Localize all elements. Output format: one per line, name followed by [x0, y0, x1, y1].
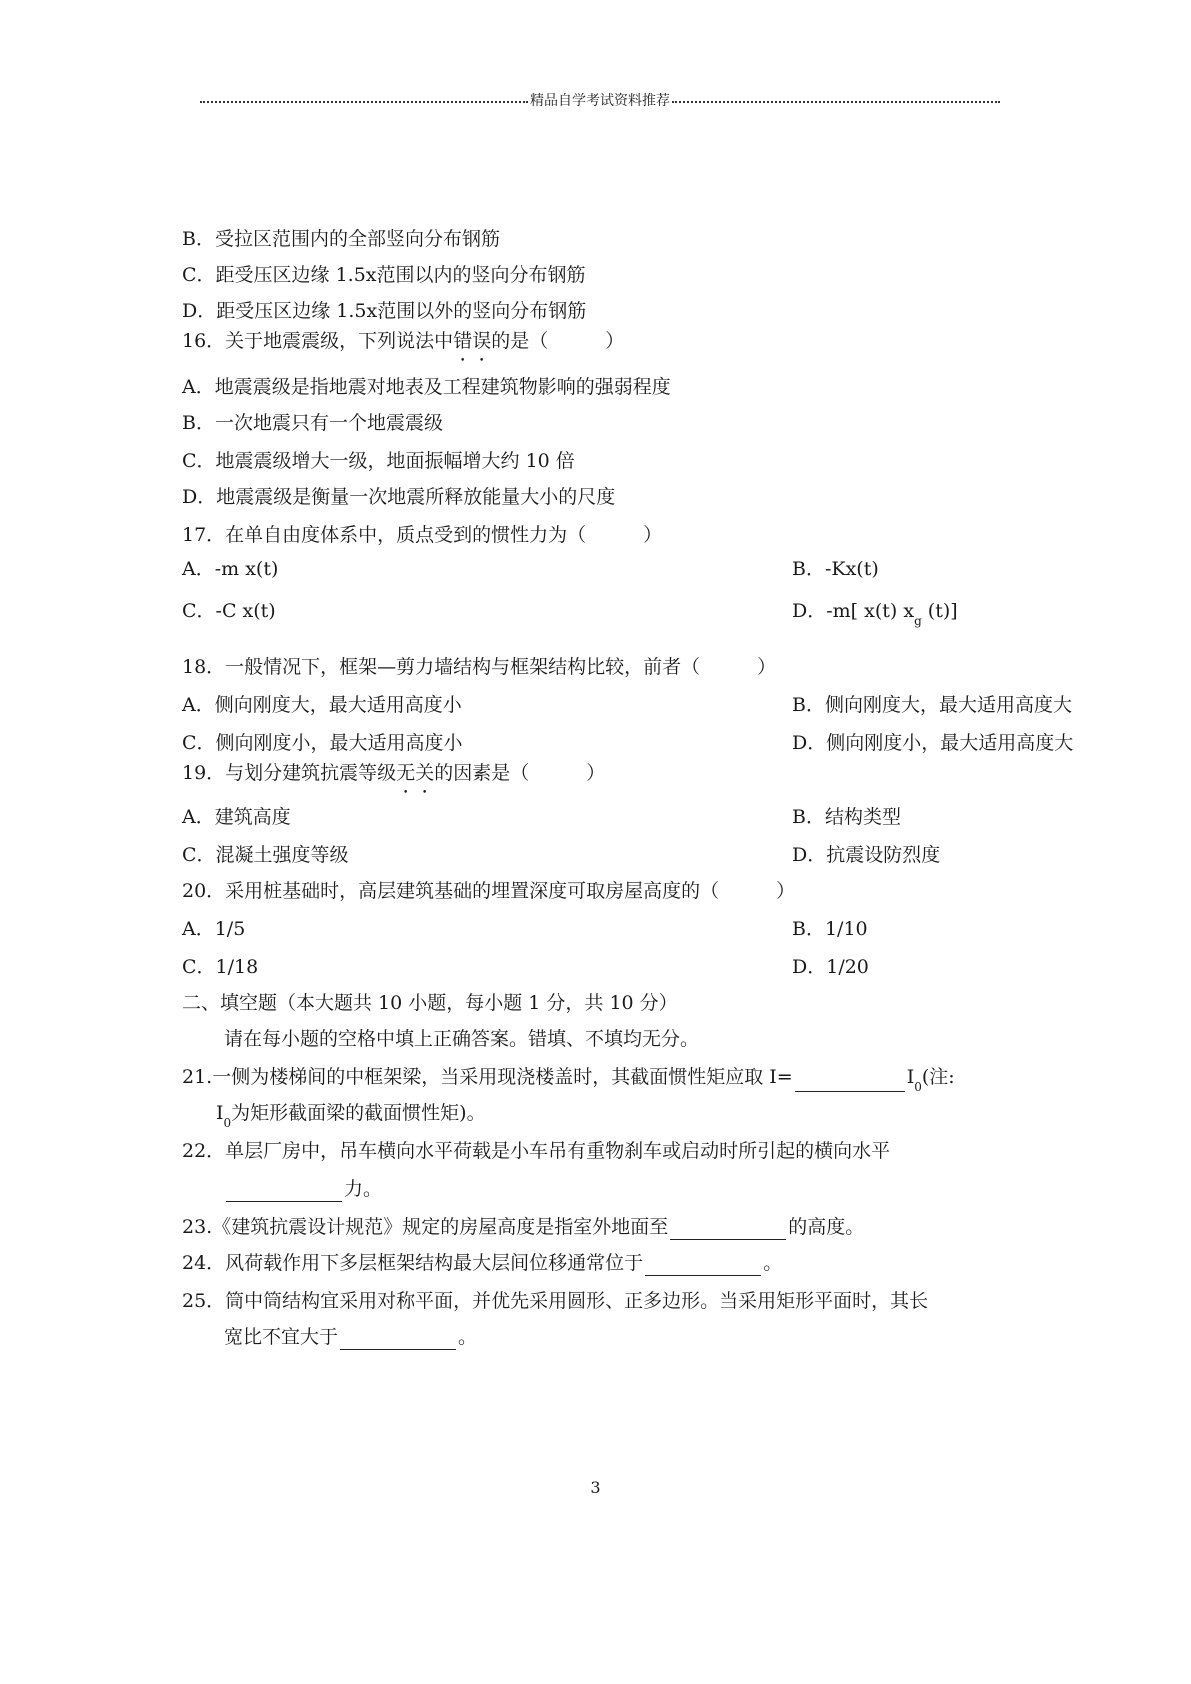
q16-emphasis-1: 错 [453, 330, 473, 352]
q19-emphasis-1: 无 [396, 762, 416, 784]
q19-emphasis-2: 关 [415, 762, 435, 784]
q19-text-post: 的因素是（ ） [434, 762, 606, 784]
q16-option-a: A．地震震级是指地震对地表及工程建筑物影响的强弱程度 [182, 376, 671, 398]
q16-emphasis-2: 误 [472, 330, 492, 352]
question-19 [182, 760, 605, 786]
q18-options-row-1 [182, 692, 1072, 718]
q21b-text: 为矩形截面梁的截面惯性矩)。 [231, 1102, 486, 1124]
question-16 [182, 328, 624, 354]
q15-option-b: B．受拉区范围内的全部竖向分布钢筋 [182, 228, 500, 250]
q19-option-b: B．结构类型 [792, 806, 901, 828]
q19-option-a: A．建筑高度 [182, 806, 291, 828]
q17-option-c: C．-C x(t) [182, 600, 276, 622]
q24-text-pre: 24．风荷载作用下多层框架结构最大层间位移通常位于 [182, 1252, 644, 1274]
q19-option-d: D．抗震设防烈度 [792, 844, 941, 866]
page-number: 3 [590, 1478, 601, 1497]
question-22-continued [224, 1176, 382, 1202]
q16-option-c: C．地震震级增大一级，地面振幅增大约 10 倍 [182, 450, 575, 472]
question-22: 22．单层厂房中，吊车横向水平荷载是小车吊有重物刹车或启动时所引起的横向水平 [182, 1140, 891, 1162]
q24-text-post: 。 [763, 1252, 783, 1274]
q17-option-d [792, 598, 958, 626]
question-24 [182, 1250, 782, 1276]
question-25: 25．筒中筒结构宜采用对称平面，并优先采用圆形、正多边形。当采用矩形平面时，其长 [182, 1290, 929, 1312]
q17d-text-post: (t)] [921, 600, 958, 622]
q20-option-c: C．1/18 [182, 956, 259, 978]
header-title: 精品自学考试资料推荐 [530, 93, 670, 109]
q25-answer-blank[interactable] [340, 1329, 456, 1350]
q19-options-row-1 [182, 804, 901, 830]
q18-option-a: A．侧向刚度大，最大适用高度小 [182, 694, 462, 716]
q24-answer-blank[interactable] [645, 1255, 761, 1276]
q25b-text-post: 。 [458, 1326, 478, 1348]
q21-answer-blank[interactable] [795, 1071, 905, 1092]
q17-option-b: B．-Kx(t) [792, 558, 879, 580]
q23-text-post: 的高度。 [788, 1216, 865, 1238]
q20-option-d: D．1/20 [792, 956, 869, 978]
q17d-text-pre: D．-m[ x(t) x [792, 600, 915, 622]
q20-options-row-1 [182, 916, 868, 942]
q18-option-d: D．侧向刚度小，最大适用高度大 [792, 732, 1074, 754]
q16-text-pre: 16．关于地震震级，下列说法中 [182, 330, 454, 352]
question-23 [182, 1214, 864, 1240]
q21-subscript: 0 [914, 1080, 922, 1094]
question-18: 18．一般情况下，框架—剪力墙结构与框架结构比较，前者（ ） [182, 656, 777, 678]
q21-text-pre: 21.一侧为楼梯间的中框架梁，当采用现浇楼盖时，其截面惯性矩应取 I= [182, 1066, 793, 1088]
q21-i: I [906, 1066, 915, 1088]
q25b-text-pre: 宽比不宜大于 [224, 1326, 339, 1348]
q23-text-pre: 23.《建筑抗震设计规范》规定的房屋高度是指室外地面至 [182, 1216, 669, 1238]
q19-text-pre: 19．与划分建筑抗震等级 [182, 762, 397, 784]
q16-option-d: D．地震震级是衡量一次地震所释放能量大小的尺度 [182, 486, 616, 508]
q23-answer-blank[interactable] [670, 1219, 786, 1240]
q19-options-row-2 [182, 842, 941, 868]
q18-options-row-2 [182, 730, 1074, 756]
section-2-heading: 二、填空题（本大题共 10 小题，每小题 1 分，共 10 分） [182, 992, 678, 1014]
question-20: 20．采用桩基础时，高层建筑基础的埋置深度可取房屋高度的（ ） [182, 880, 796, 902]
q18-option-c: C．侧向刚度小，最大适用高度小 [182, 732, 463, 754]
question-21 [182, 1064, 955, 1092]
header-dots-right [672, 101, 1000, 103]
q22b-text: 力。 [344, 1178, 383, 1200]
q21b-subscript: 0 [223, 1116, 232, 1130]
q21b-i: I [216, 1102, 224, 1124]
q19-option-c: C．混凝土强度等级 [182, 844, 349, 866]
q18-option-b: B．侧向刚度大，最大适用高度大 [792, 694, 1072, 716]
q15-option-d: D．距受压区边缘 1.5x范围以外的竖向分布钢筋 [182, 300, 587, 322]
header-dots-left [200, 101, 528, 103]
section-2-instructions: 请在每小题的空格中填上正确答案。错填、不填均无分。 [224, 1028, 700, 1050]
q22-answer-blank[interactable] [226, 1181, 342, 1202]
q17-option-a: A．-m x(t) [182, 558, 279, 580]
question-17: 17．在单自由度体系中，质点受到的惯性力为（ ） [182, 524, 663, 546]
q20-option-b: B．1/10 [792, 918, 868, 940]
q17-options-row-1 [182, 556, 879, 582]
page-header [200, 88, 1000, 112]
question-21-continued [216, 1100, 486, 1128]
q21-text-post: (注: [921, 1066, 955, 1088]
q20-option-a: A．1/5 [182, 918, 246, 940]
q17-options-row-2 [182, 598, 958, 628]
question-25-continued [224, 1324, 477, 1350]
q17d-subscript: g [914, 614, 922, 628]
q16-text-post: 的是（ ） [491, 330, 625, 352]
q20-options-row-2 [182, 954, 869, 980]
q16-option-b: B．一次地震只有一个地震震级 [182, 412, 443, 434]
q15-option-c: C．距受压区边缘 1.5x范围以内的竖向分布钢筋 [182, 264, 586, 286]
